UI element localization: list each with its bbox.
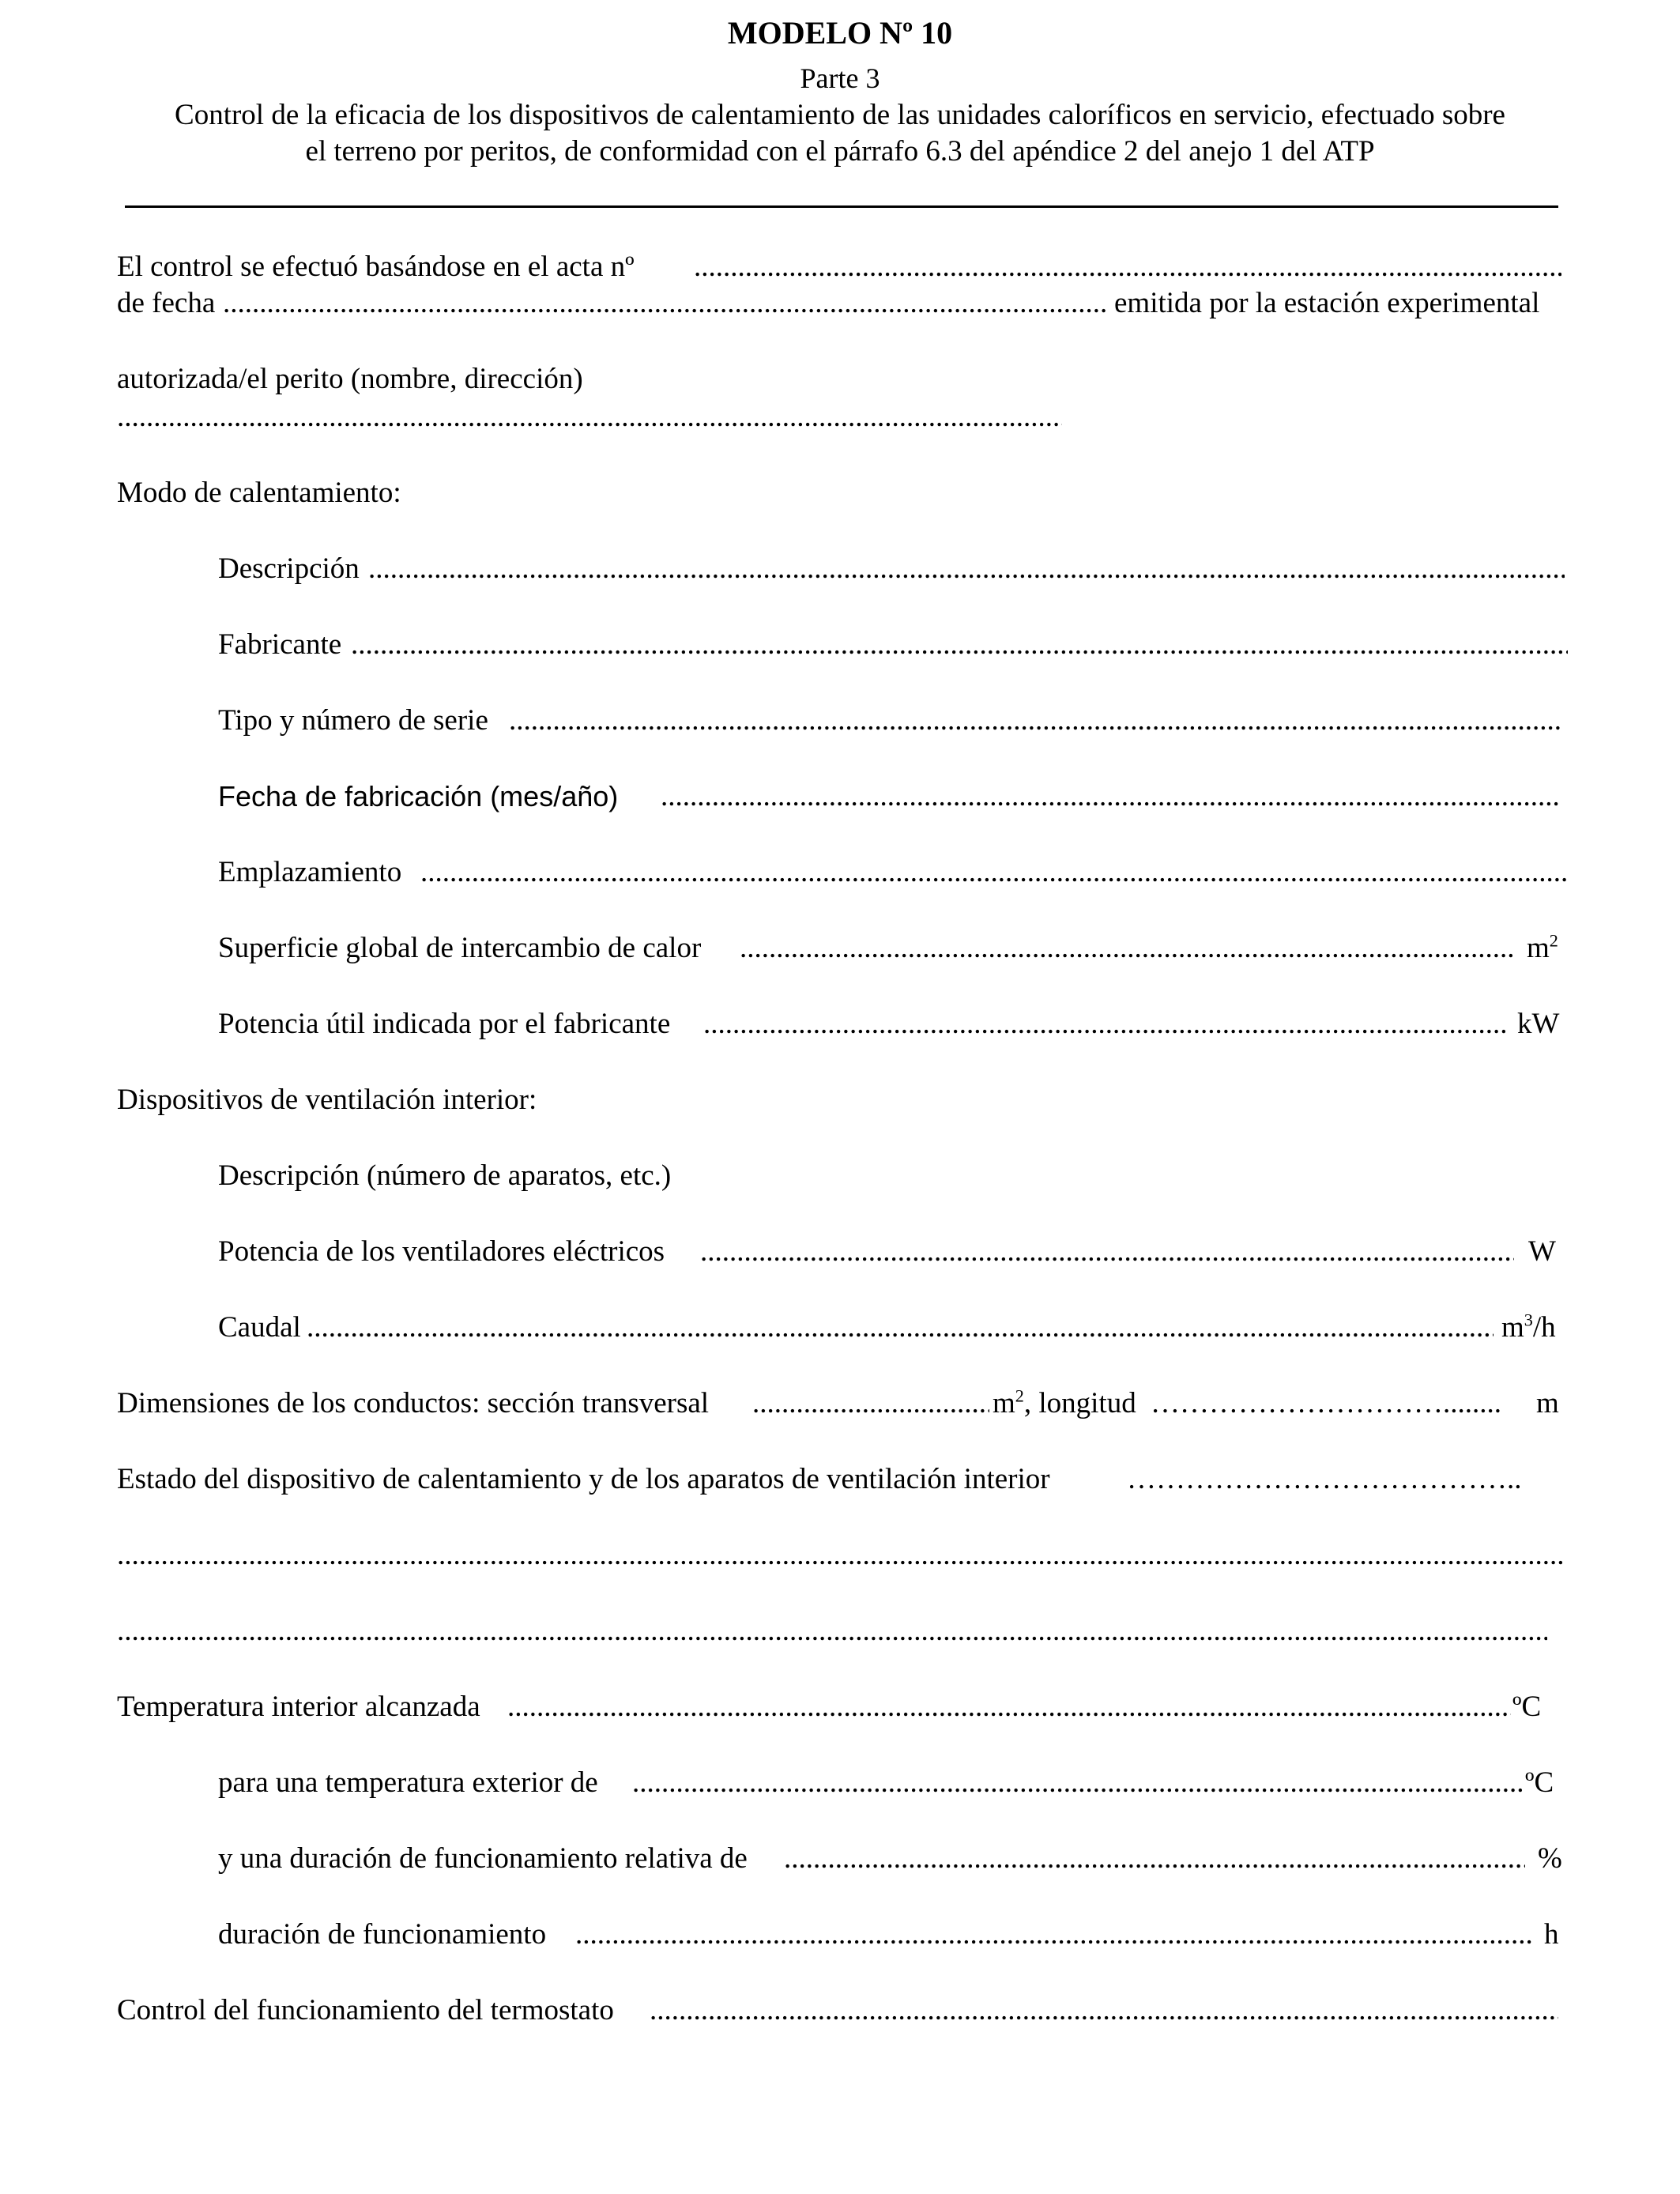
estado-fill-line-3[interactable] [117,1614,1547,1649]
duracion-relativa-unit: % [1538,1842,1562,1875]
potencia-fill-line[interactable] [703,1007,1508,1042]
form-description-line-2: el terreno por peritos, de conformidad con el párrafo 6.3 del apéndice 2 del anejo 1 del ATP [305,135,1375,168]
duracion-relativa-fill-line[interactable] [784,1842,1525,1876]
emplazamiento-label: Emplazamiento [218,856,402,888]
fecha-fabricacion-label: Fecha de fabricación (mes/año) [218,780,619,812]
descripcion-aparatos-label: Descripción (número de aparatos, etc.) [218,1159,672,1192]
duracion-relativa-label: y una duración de funcionamiento relativa de [218,1842,748,1875]
ventilacion-heading: Dispositivos de ventilación interior: [117,1084,537,1116]
caudal-label: Caudal [218,1311,301,1344]
longitud-unit: m [1536,1387,1559,1419]
superficie-label: Superficie global de intercambio de calor [218,932,702,964]
header-divider [125,205,1558,208]
seccion-unit: $m^2$, longitud [993,1385,1136,1419]
estado-fill-line-2[interactable] [117,1538,1563,1573]
seccion-fill-line[interactable] [752,1386,989,1421]
caudal-fill-line[interactable] [307,1310,1494,1345]
form-part: Parte 3 [800,62,880,94]
superficie-unit: $m^2$ [1527,930,1558,964]
potencia-ventiladores-label: Potencia de los ventiladores eléctricos [218,1235,665,1268]
tipo-serie-fill-line[interactable] [509,703,1561,738]
duracion-fill-line[interactable] [575,1917,1531,1952]
temperatura-interior-label: Temperatura interior alcanzada [117,1691,480,1723]
tipo-serie-label: Tipo y número de serie [218,704,488,737]
modo-calentamiento-heading: Modo de calentamiento: [117,477,401,509]
potencia-ventiladores-unit: W [1528,1235,1556,1268]
caudal-unit: $m^3/h$ [1501,1310,1556,1344]
form-title: MODELO Nº 10 [727,15,953,51]
emitida-label: emitida por la estación experimental [1114,287,1540,319]
superficie-fill-line[interactable] [740,931,1512,966]
temperatura-exterior-unit: ºC [1525,1766,1554,1799]
dimensiones-label: Dimensiones de los conductos: sección transversal [117,1387,710,1419]
longitud-fill-line[interactable]: …………………………........ [1151,1387,1501,1419]
acta-label: El control se efectuó basándose en el acta nº [117,251,635,283]
fecha-fabricacion-fill-line[interactable] [661,779,1560,814]
descripcion-label: Descripción [218,552,360,585]
fabricante-fill-line[interactable] [351,628,1568,662]
temperatura-exterior-fill-line[interactable] [632,1766,1524,1800]
potencia-unit: kW [1517,1008,1560,1040]
estado-fill-line[interactable]: ………………………………….. [1127,1463,1522,1495]
potencia-ventiladores-fill-line[interactable] [700,1235,1514,1269]
autorizada-label: autorizada/el perito (nombre, dirección) [117,363,583,395]
temperatura-exterior-label: para una temperatura exterior de [218,1766,598,1799]
form-description-line-1: Control de la eficacia de los dispositivos de calentamiento de las unidades caloríficos en servicio, efectuado sobre [175,99,1505,131]
emplazamiento-fill-line[interactable] [420,855,1569,890]
descripcion-fill-line[interactable] [368,552,1565,586]
fecha-label: de fecha [117,287,216,319]
fabricante-label: Fabricante [218,628,342,661]
temperatura-interior-fill-line[interactable] [507,1690,1511,1725]
estado-label: Estado del dispositivo de calentamiento y de los aparatos de ventilación interior [117,1463,1050,1495]
termostato-label: Control del funcionamiento del termostato [117,1994,614,2026]
duracion-label: duración de funcionamiento [218,1918,547,1951]
duracion-unit: h [1544,1918,1559,1951]
potencia-label: Potencia útil indicada por el fabricante [218,1008,671,1040]
fecha-fill-line[interactable] [223,286,1106,321]
autorizada-fill-line[interactable] [117,400,1062,435]
termostato-fill-line[interactable] [650,1993,1558,2028]
acta-fill-line[interactable] [694,250,1561,285]
temperatura-interior-unit: ºC [1512,1691,1542,1723]
